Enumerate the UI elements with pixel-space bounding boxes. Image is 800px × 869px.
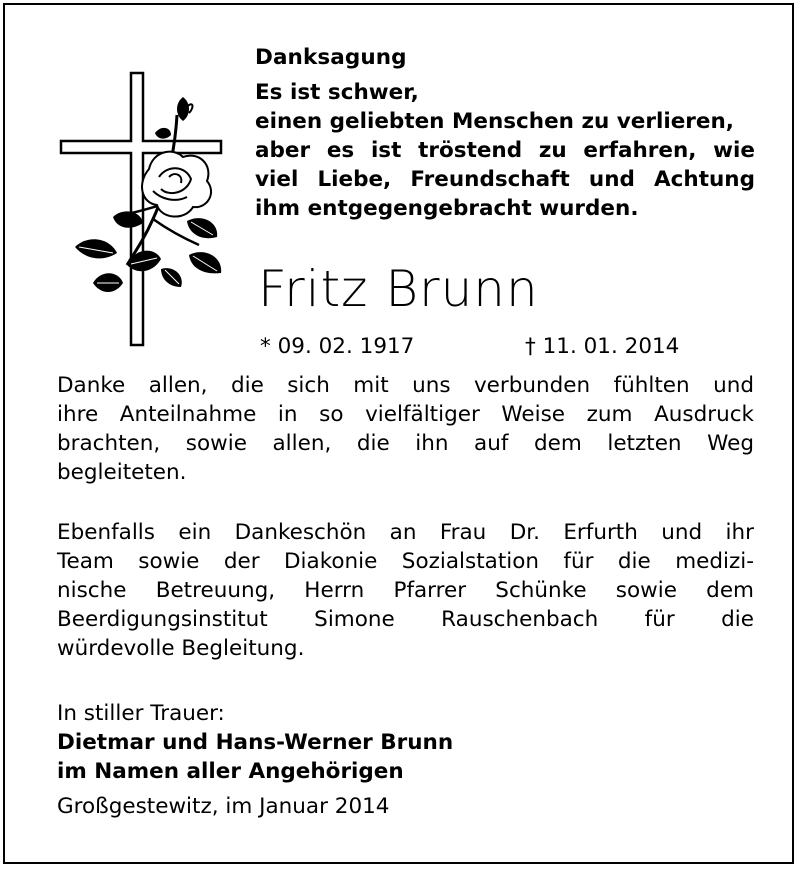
death-date: † 11. 01. 2014 bbox=[525, 334, 680, 359]
additional-thanks-paragraph bbox=[57, 518, 754, 663]
signature-block bbox=[57, 699, 453, 821]
notice-heading: Danksagung bbox=[255, 45, 407, 70]
text-line: brachten, sowie allen, die ihn auf dem letzten Weg bbox=[57, 431, 754, 456]
text-line: nische Betreuung, Herrn Pfarrer Schünke sowie dem bbox=[57, 578, 754, 603]
header-block bbox=[255, 43, 755, 223]
mourning-label: In stiller Trauer: bbox=[57, 701, 225, 726]
verse-line: Es ist schwer, bbox=[255, 80, 419, 105]
signer-line: im Namen aller Angehörigen bbox=[57, 759, 404, 784]
condolence-verse bbox=[255, 78, 755, 223]
verse-line: ihm entgegengebracht wurden. bbox=[255, 196, 639, 221]
obituary-notice bbox=[3, 3, 794, 864]
thanks-paragraph bbox=[57, 371, 754, 487]
verse-line: viel Liebe, Freundschaft und Achtung bbox=[255, 167, 755, 192]
verse-line: einen geliebten Menschen zu verlieren, bbox=[255, 109, 734, 134]
deceased-name: Fritz Brunn bbox=[258, 260, 539, 318]
text-line: würdevolle Begleitung. bbox=[57, 636, 305, 661]
place-and-date: Großgestewitz, im Januar 2014 bbox=[57, 794, 390, 819]
cross-with-rose-icon bbox=[57, 69, 233, 353]
verse-line: aber es ist tröstend zu erfahren, wie bbox=[255, 138, 755, 163]
text-line: begleiteten. bbox=[57, 460, 187, 485]
birth-date: * 09. 02. 1917 bbox=[260, 334, 415, 359]
text-line: ihre Anteilnahme in so vielfältiger Weise zum Ausdruck bbox=[57, 402, 754, 427]
text-line: Team sowie der Diakonie Sozialstation für die medizi- bbox=[57, 549, 754, 574]
text-line: Beerdigungsinstitut Simone Rauschenbach für die bbox=[57, 607, 754, 632]
text-line: Ebenfalls ein Dankeschön an Frau Dr. Erfurth und ihr bbox=[57, 520, 754, 545]
signer-line: Dietmar und Hans-Werner Brunn bbox=[57, 730, 454, 755]
text-line: Danke allen, die sich mit uns verbunden fühlten und bbox=[57, 373, 754, 398]
